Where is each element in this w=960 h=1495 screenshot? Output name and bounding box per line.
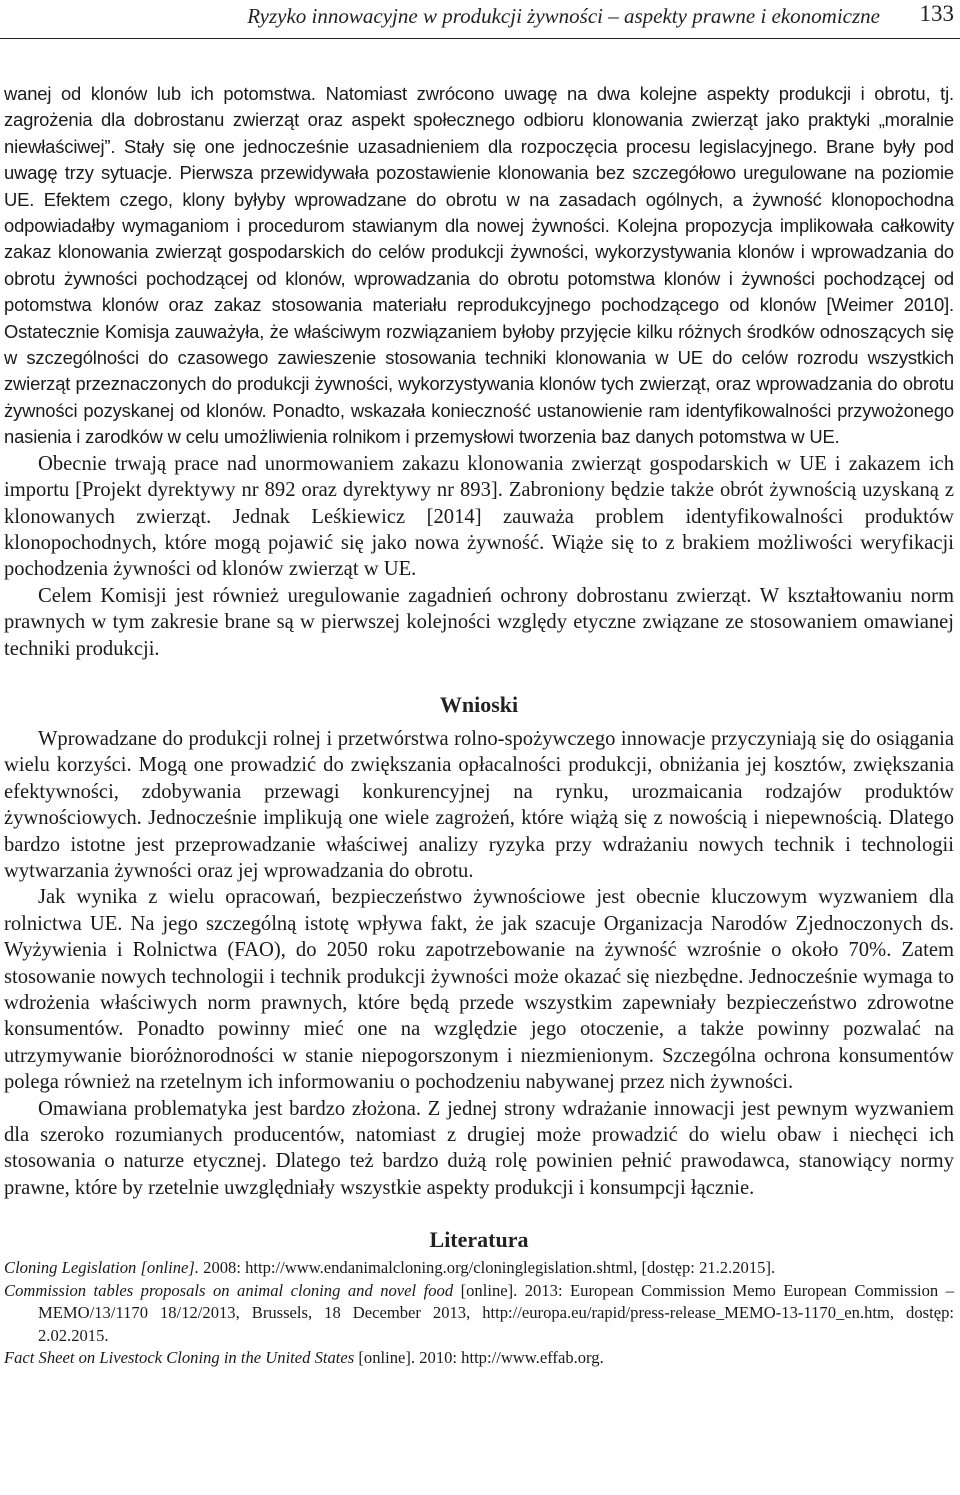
reference-list [4,1257,954,1370]
body-text [4,81,954,1370]
paragraph: Celem Komisji jest również uregulowanie zagadnień ochrony dobrostanu zwierząt. W kształtowaniu norm prawnych w tym zakresie brane są w pierwszej kolejności względy etyczne związane ze stosowaniem omawianej techniki produkcji. [4,584,954,660]
reference-title: Fact Sheet on Livestock Cloning in the United States [4,1348,355,1368]
reference-item [4,1347,954,1370]
paragraph: Obecnie trwają prace nad unormowaniem zakazu klonowania zwierząt gospodarskich w UE i zakazem ich importu [Projekt dyrektywy nr 892 oraz dyrektywy nr 893]. Zabroniony będzie także obrót żywnością uzyskaną z klonowanych zwierząt. Jednak Leśkiewicz [2014] zauważa problem identyfikowalności produktów klonopochodnych, które mogą pojawić się jako nowa żywność. Wiąże się to z brakiem możliwości weryfikacji pochodzenia żywności od klonów zwierząt w UE. [4,452,954,581]
section-heading-wnioski: Wnioski [439,691,519,717]
reference-title: Cloning Legislation [online]. [4,1258,199,1278]
paragraph: Omawiana problematyka jest bardzo złożona. Z jednej strony wdrażanie innowacji jest pewnym wyzwaniem dla szeroko rozumianych producentów, natomiast z drugiej może prowadzić do wielu obaw i niechęci ich stosowania o naturze etycznej. Dlatego też bardzo dużą rolę powinien pełnić prawodawca, stanowiący normy prawne, które by rzetelnie uwzględniały wszystkie aspekty produkcji i konsumpcji łącznie. [4,1097,954,1199]
reference-item [4,1280,954,1348]
reference-details: 2008: http://www.endanimalcloning.org/cloninglegislation.shtml, [dostęp: 21.2.2015]. [199,1258,776,1278]
section-heading-literatura: Literatura [429,1227,529,1253]
page-number: 133 [919,1,954,26]
page-header [0,0,960,39]
paragraph: wanej od klonów lub ich potomstwa. Natomiast zwrócono uwagę na dwa kolejne aspekty produkcji i obrotu, tj. zagrożenia dla dobrostanu zwierząt oraz aspekt społecznego odbioru klonowania zwierząt jako praktyki „moralnie niewłaściwej”. Stały się one jednocześnie uzasadnieniem dla rozpoczęcia procesu legislacyjnego. Brane były pod uwagę trzy sytuacje. Pierwsza przewidywała pozostawienie klonowania bez szczegółowo uregulowane na poziomie UE. Efektem czego, klony byłyby wprowadzane do obrotu w na zasadach ogólnych, a żywność klonopochodna odpowiadałby wymaganiom i procedurom stawianym dla nowej żywności. Kolejna propozycja implikowała całkowity zakaz klonowania zwierząt gospodarskich do celów produkcji żywności, wykorzystywania klonów i wprowadzania do obrotu żywności pochodzącej od klonów, wprowadzania do obrotu potomstwa klonów i żywności pochodzącej od potomstwa klonów oraz zakaz stosowania materiału reprodukcyjnego pochodzącego od klonów [Weimer 2010]. Ostatecznie Komisja zauważyła, że właściwym rozwiązaniem byłoby przyjęcie kilku różnych środków odnoszących się w szczególności do czasowego zawieszenie stosowania techniki klonowania w UE do celów rozrodu wszystkich zwierząt przeznaczonych do produkcji żywności, wykorzystywania klonów tych zwierząt, oraz wprowadzania do obrotu żywności pozyskanej od klonów. Ponadto, wskazała konieczność ustanowienie ram identyfikowalności przywożonego nasienia i zarodków w celu umożliwienia rolnikom i przemysłowi tworzenia baz danych potomstwa w UE. [4,83,954,448]
paragraph: Wprowadzane do produkcji rolnej i przetwórstwa rolno-spożywczego innowacje przyczyniają się do osiągania wielu korzyści. Mogą one prowadzić do zwiększania opłacalności produkcji, obniżania jej kosztów, zwiększania efektywności, zdobywania przewagi konkurencyjnej na rynku, urozmaicania rodzajów produktów żywnościowych. Jednocześnie implikują one wiele zagrożeń, które wiążą się z nowością i niepewnością. Dlatego bardzo istotne jest przeprowadzanie właściwej analizy ryzyka przy wdrażaniu nowych technik i technologii wytwarzania żywności oraz jej wprowadzania do obrotu. [4,727,954,882]
reference-details: [online]. 2013: European Commission Memo European Commission – MEMO/13/1170 18/12/2013, Brussels, 18 December 2013, http://europa.eu/rapid/press-release_MEMO-13-1170_en.htm, dostęp: 2.02.2015. [38,1280,955,1345]
paragraph: Jak wynika z wielu opracowań, bezpieczeństwo żywnościowe jest obecnie kluczowym wyzwaniem dla rolnictwa UE. Na jego szczególną istotę wpływa fakt, że jak szacuje Organizacja Narodów Zjednoczonych ds. Wyżywienia i Rolnictwa (FAO), do 2050 roku zapotrzebowanie na żywność wzrośnie o około 70%. Zatem stosowanie nowych technologii i technik produkcji żywności może okazać się niezbędne. Jednocześnie wymaga to wdrożenia właściwych norm prawnych, które będą przede wszystkim zapewniały bezpieczeństwo zdrowotne konsumentów. Ponadto powinny mieć one na względzie jego otoczenie, a także powinny pozwalać na utrzymywanie bioróżnorodności w stanie niepogorszonym i niezmienionym. Szczególna ochrona konsumentów polega również na rzetelnym ich informowaniu o pochodzeniu nabywanej przez nich żywności. [4,886,954,1094]
running-title: Ryzyko innowacyjne w produkcji żywności – aspekty prawne i ekonomiczne [247,4,880,28]
reference-title: Commission tables proposals on animal cloning and novel food [4,1280,454,1300]
reference-item [4,1257,954,1280]
reference-details: [online]. 2010: http://www.effab.org. [354,1348,604,1368]
